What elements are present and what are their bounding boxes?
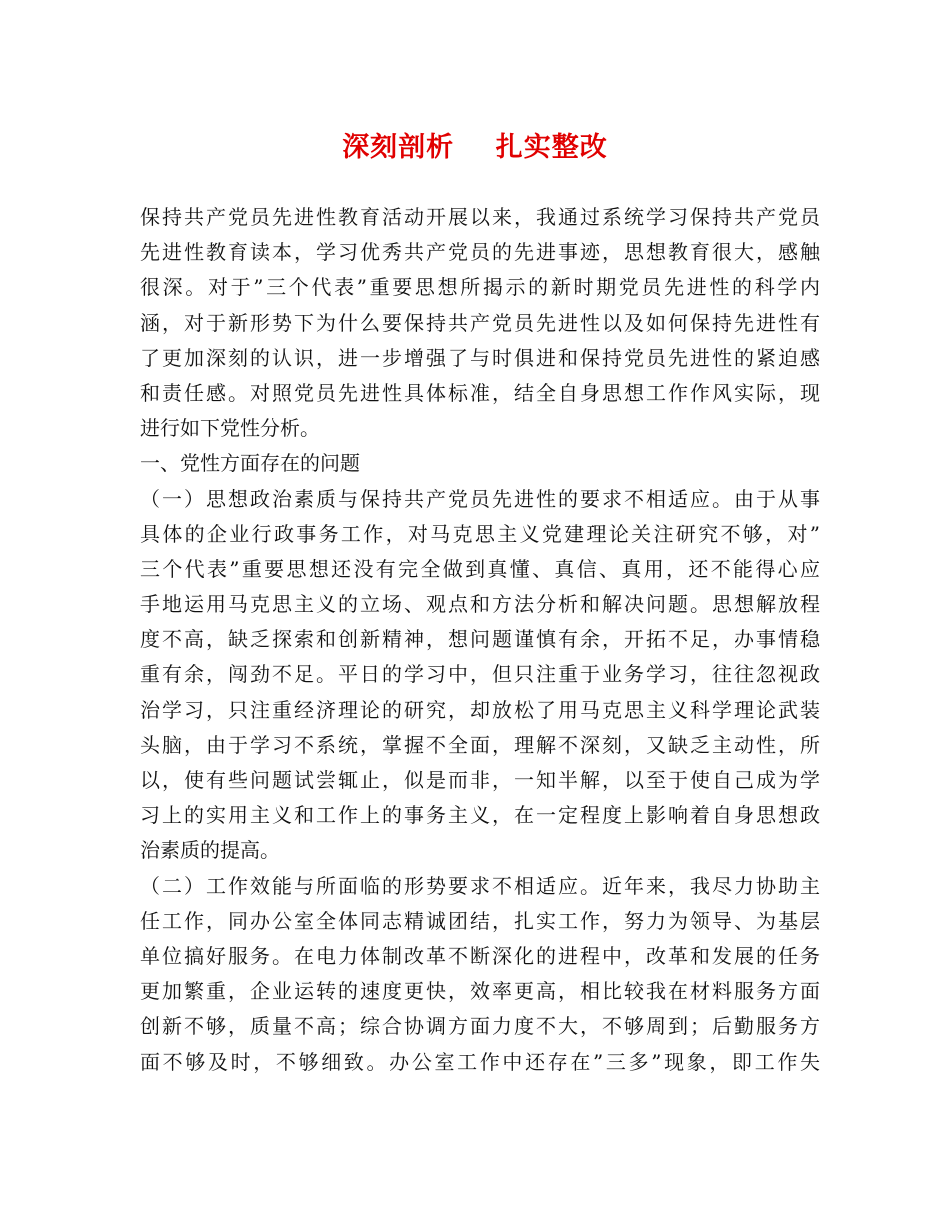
section-heading: 一、党性方面存在的问题: [140, 451, 360, 476]
paragraph-line: 更加繁重，企业运转的速度更快，效率更高，相比较我在材料服务方面: [140, 979, 820, 1004]
paragraph-line: 头脑，由于学习不系统，掌握不全面，理解不深刻，又缺乏主动性，所: [140, 732, 820, 757]
paragraph-line: 任工作，同办公室全体同志精诚团结，扎实工作，努力为领导、为基层: [140, 908, 820, 933]
paragraph-line: 保持共产党员先进性教育活动开展以来，我通过系统学习保持共产党员: [140, 205, 820, 229]
paragraph-line: 重有余，闯劲不足。平日的学习中，但只注重于业务学习，往往忽视政: [140, 662, 820, 687]
paragraph-line: 治学习，只注重经济理论的研究，却放松了用马克思主义科学理论武装: [140, 697, 820, 722]
paragraph-line: 和责任感。对照党员先进性具体标准，结全自身思想工作作风实际，现: [140, 380, 820, 405]
paragraph-line: （二）工作效能与所面临的形势要求不相适应。近年来，我尽力协助主: [140, 873, 820, 898]
paragraph-line: 单位搞好服务。在电力体制改革不断深化的进程中，改革和发展的任务: [140, 943, 820, 968]
paragraph-line: 创新不够，质量不高；综合协调方面力度不大，不够周到；后勤服务方: [140, 1014, 820, 1039]
paragraph-line: 先进性教育读本，学习优秀共产党员的先进事迹，思想教育很大，感触: [140, 240, 820, 265]
paragraph-line: 涵，对于新形势下为什么要保持共产党员先进性以及如何保持先进性有: [140, 310, 820, 335]
paragraph-line: 面不够及时，不够细致。办公室工作中还存在”三多”现象，即工作失: [140, 1049, 820, 1074]
paragraph-line: 具体的企业行政事务工作，对马克思主义党建理论关注研究不够，对”: [140, 521, 820, 546]
paragraph-line: （一）思想政治素质与保持共产党员先进性的要求不相适应。由于从事: [140, 486, 820, 511]
paragraph-line: 了更加深刻的认识，进一步增强了与时俱进和保持党员先进性的紧迫感: [140, 345, 820, 370]
paragraph-line: 进行如下党性分析。: [140, 416, 320, 441]
document-body: [140, 200, 820, 1080]
paragraph-line: 度不高，缺乏探索和创新精神，想问题谨慎有余，开拓不足，办事情稳: [140, 627, 820, 652]
paragraph-line: 治素质的提高。: [140, 838, 280, 863]
paragraph-line: 很深。对于”三个代表”重要思想所揭示的新时期党员先进性的科学内: [140, 275, 820, 300]
document-title: 深刻剖析 扎实整改: [342, 132, 608, 163]
paragraph-line: 三个代表”重要思想还没有完全做到真懂、真信、真用，还不能得心应: [140, 556, 820, 581]
paragraph-line: 习上的实用主义和工作上的事务主义，在一定程度上影响着自身思想政: [140, 803, 820, 828]
paragraph-line: 手地运用马克思主义的立场、观点和方法分析和解决问题。思想解放程: [140, 592, 820, 617]
paragraph-line: 以，使有些问题试尝辄止，似是而非，一知半解，以至于使自己成为学: [140, 768, 820, 792]
